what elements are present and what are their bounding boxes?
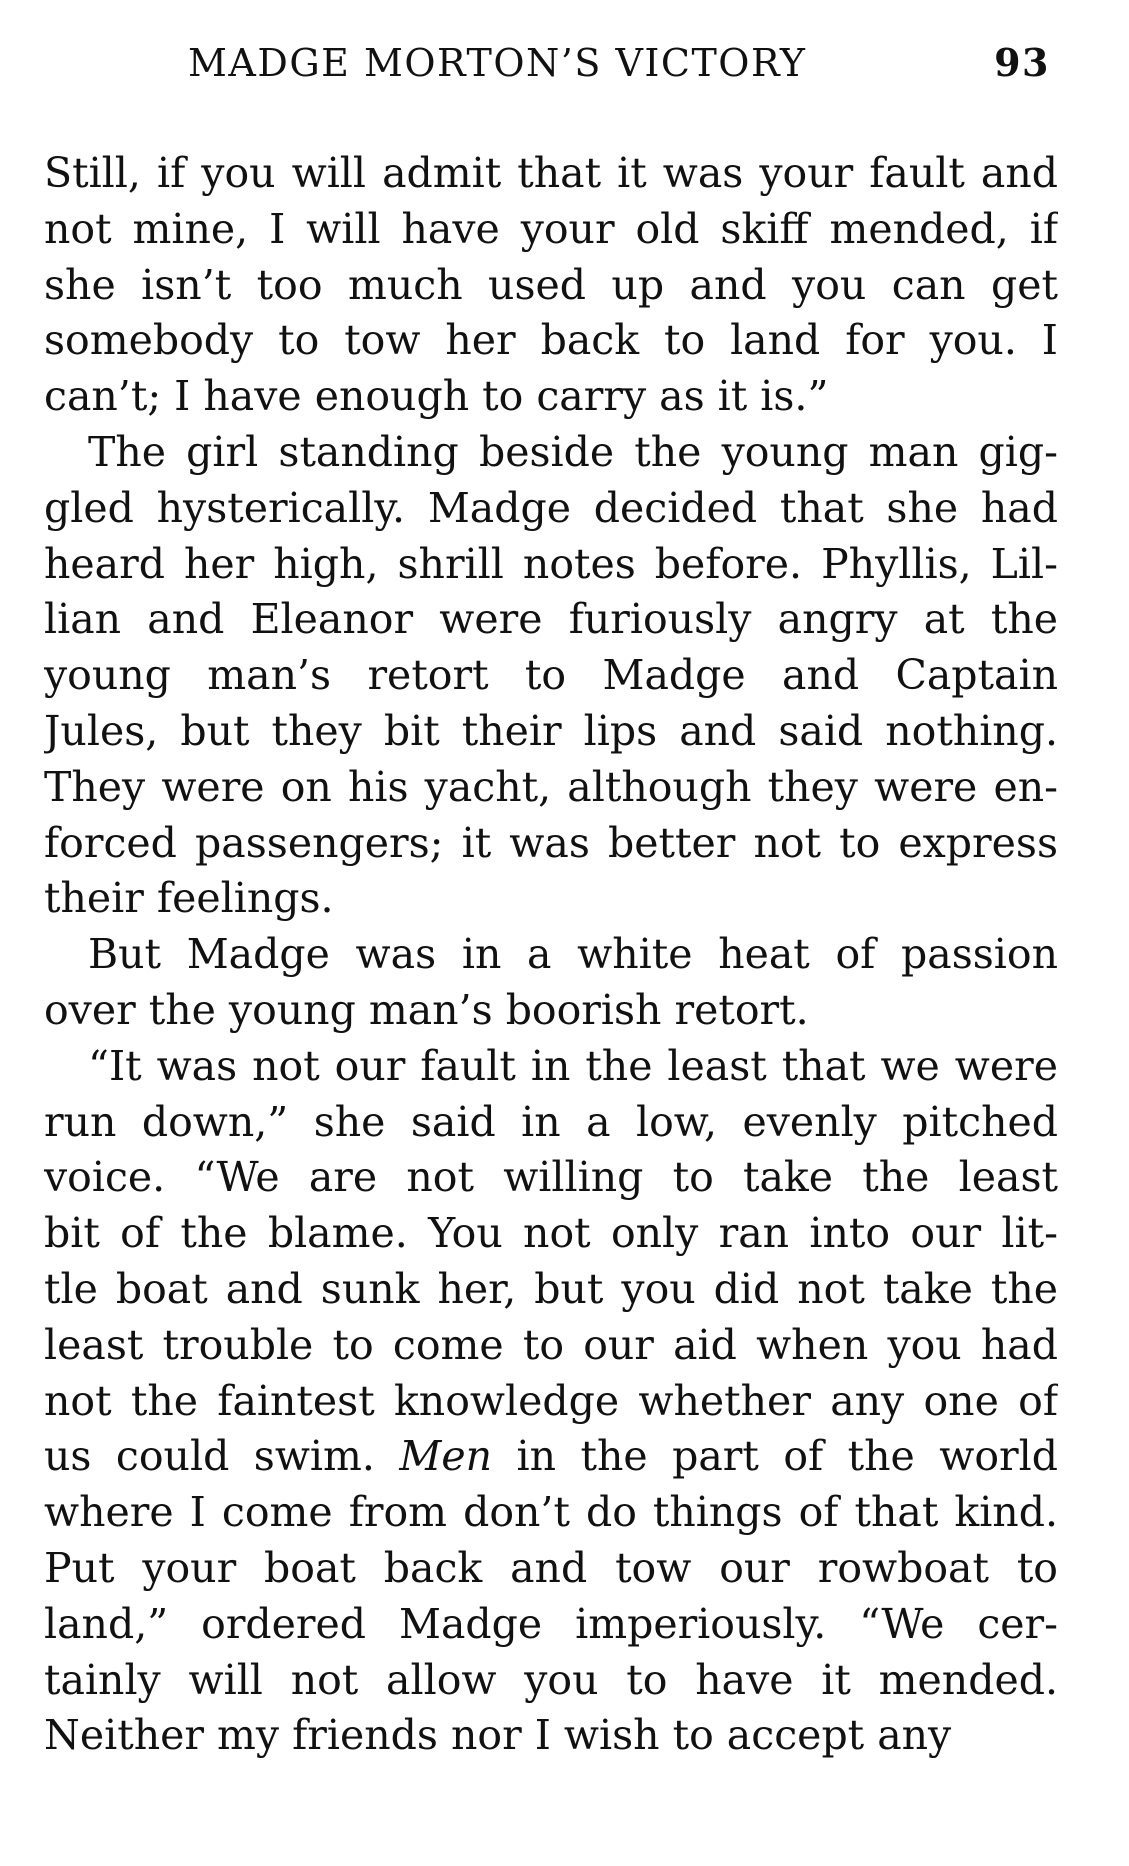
body-text [44, 146, 1058, 1764]
text-segment: not the faintest knowledge whether any one of [44, 1376, 1058, 1425]
text-segment: somebody to tow her back to land for you. I [44, 316, 1058, 365]
text-segment: their feelings. [44, 874, 334, 923]
text-segment: They were on his yacht, although they were en- [44, 762, 1058, 811]
text-segment: heard her high, shrill notes before. Phyllis, Lil- [44, 539, 1058, 588]
text-line [44, 704, 1058, 760]
text-line [44, 202, 1058, 258]
text-line [44, 871, 1058, 927]
text-segment: But Madge was in a white heat of passion [88, 930, 1058, 979]
text-segment: “It was not our fault in the least that we were [88, 1041, 1058, 1090]
text-segment: us could swim. [44, 1432, 400, 1481]
text-segment: tainly will not allow you to have it mended. [44, 1655, 1058, 1704]
text-line [44, 537, 1058, 593]
text-segment: where I come from don’t do things of that kind. [44, 1488, 1058, 1537]
text-line [44, 983, 1058, 1039]
text-line [44, 1597, 1058, 1653]
paragraph [44, 425, 1058, 927]
text-segment: land,” ordered Madge imperiously. “We cer- [44, 1599, 1058, 1648]
text-line [44, 1429, 1058, 1485]
text-segment: young man’s retort to Madge and Captain [44, 651, 1058, 700]
text-segment: Still, if you will admit that it was your fault and [44, 149, 1058, 197]
text-segment: she isn’t too much used up and you can get [44, 260, 1058, 309]
text-segment: tle boat and sunk her, but you did not take the [44, 1264, 1058, 1313]
text-line [44, 1653, 1058, 1709]
text-line [44, 1039, 1058, 1095]
text-segment: forced passengers; it was better not to express [44, 818, 1058, 867]
text-segment: The girl standing beside the young man gig- [88, 427, 1058, 476]
italic-text: Men [399, 1432, 493, 1481]
text-line [44, 1708, 1058, 1764]
paragraph [44, 927, 1058, 1039]
text-segment: run down,” she said in a low, evenly pitched [44, 1097, 1058, 1146]
text-line [44, 369, 1058, 425]
text-line [44, 1262, 1058, 1318]
running-title: MADGE MORTON’S VICTORY [188, 41, 807, 85]
text-line [44, 425, 1058, 481]
page-number: 93 [994, 40, 1050, 85]
text-line [44, 816, 1058, 872]
text-segment: bit of the blame. You not only ran into our lit- [44, 1209, 1058, 1258]
text-segment: in the part of the world [492, 1432, 1058, 1481]
text-line [44, 648, 1058, 704]
text-line [44, 1206, 1058, 1262]
text-line [44, 1541, 1058, 1597]
text-line [44, 146, 1058, 202]
text-line [44, 1150, 1058, 1206]
paragraph [44, 146, 1058, 425]
running-head [44, 38, 1058, 88]
text-segment: least trouble to come to our aid when you had [44, 1320, 1058, 1369]
text-line [44, 1485, 1058, 1541]
text-segment: lian and Eleanor were furiously angry at the [44, 595, 1058, 644]
text-line [44, 592, 1058, 648]
text-segment: gled hysterically. Madge decided that she had [44, 483, 1058, 532]
text-segment: over the young man’s boorish retort. [44, 985, 809, 1034]
text-segment: Jules, but they bit their lips and said nothing. [44, 706, 1058, 755]
text-segment: Neither my friends nor I wish to accept any [44, 1711, 952, 1760]
text-segment: voice. “We are not willing to take the least [44, 1153, 1058, 1202]
text-segment: Put your boat back and tow our rowboat to [44, 1543, 1058, 1592]
text-segment: can’t; I have enough to carry as it is.” [44, 372, 829, 421]
text-line [44, 927, 1058, 983]
text-line [44, 313, 1058, 369]
paragraph [44, 1039, 1058, 1764]
text-line [44, 1374, 1058, 1430]
text-line [44, 258, 1058, 314]
book-page [44, 0, 1058, 1866]
text-line [44, 1318, 1058, 1374]
text-line [44, 1095, 1058, 1151]
text-segment: not mine, I will have your old skiff mended, if [44, 204, 1058, 253]
text-line [44, 760, 1058, 816]
text-line [44, 481, 1058, 537]
